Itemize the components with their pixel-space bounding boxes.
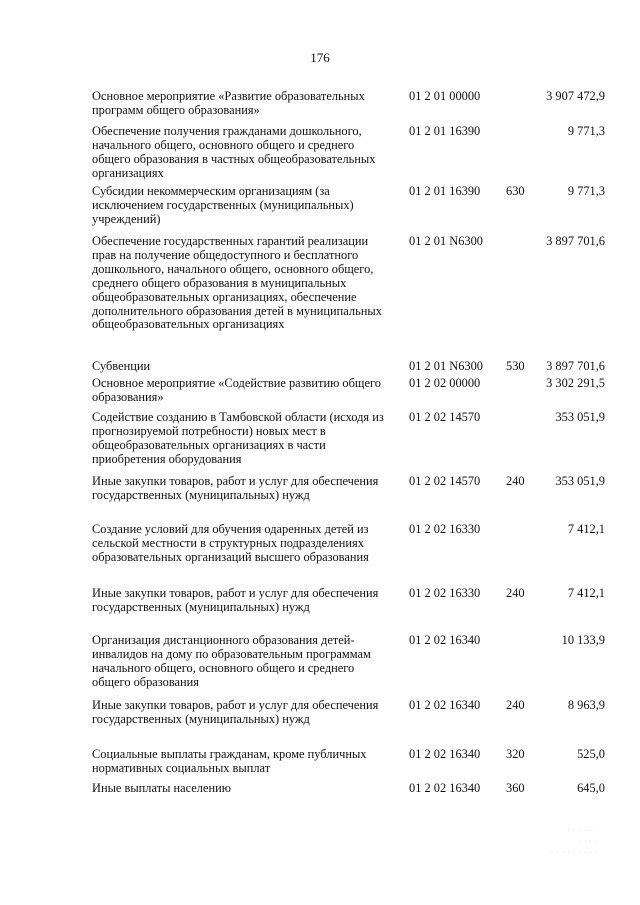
- faint-stamp-mark: · · · · · · · · · · · · · · · · · · ·: [551, 828, 598, 856]
- row-type: 240: [506, 698, 525, 712]
- row-code: 01 2 02 16340: [409, 633, 481, 647]
- row-name: Иные закупки товаров, работ и услуг для обеспечения государственных (муниципальных) нужд: [92, 586, 379, 614]
- row-name: Обеспечение получения гражданами дошкольного, начального общего, основного общего и среднего общего образования в частных общеобразовательных организациях: [92, 124, 376, 180]
- row-code: 01 2 01 16390: [409, 184, 481, 198]
- page-number: 176: [310, 50, 330, 65]
- row-code: 01 2 02 16330: [409, 586, 481, 600]
- row-type: 630: [506, 184, 525, 198]
- row-sum: 525,0: [577, 747, 605, 761]
- row-name: Организация дистанционного образования детей-инвалидов на дому по образовательным программам начального общего, основного общего и среднего общего образования: [92, 633, 371, 689]
- row-name: Обеспечение государственных гарантий реализации прав на получение общедоступного и бесплатного дошкольного, начального общего, основного общего, среднего общего образования в муниципальных общеобразовательных организациях, обеспечение дополнительного образования детей в муниципальных общеобразовательных организациях: [92, 234, 382, 332]
- row-code: 01 2 02 00000: [409, 376, 481, 390]
- row-name: Субсидии некоммерческим организациям (за исключением государственных (муниципальных) учреждений): [92, 184, 354, 226]
- row-code: 01 2 02 16330: [409, 522, 481, 536]
- row-sum: 645,0: [577, 781, 605, 795]
- row-name: Иные закупки товаров, работ и услуг для обеспечения государственных (муниципальных) нужд: [92, 474, 379, 502]
- row-code: 01 2 02 16340: [409, 747, 481, 761]
- row-code: 01 2 01 00000: [409, 89, 481, 103]
- row-sum: 7 412,1: [567, 522, 605, 536]
- row-sum: 9 771,3: [567, 184, 605, 198]
- row-sum: 9 771,3: [567, 124, 605, 138]
- row-code: 01 2 02 16340: [409, 781, 481, 795]
- row-name: Иные выплаты населению: [92, 781, 231, 795]
- row-type: 240: [506, 586, 525, 600]
- row-sum: 10 133,9: [561, 633, 605, 647]
- row-sum: 3 897 701,6: [546, 359, 605, 373]
- row-sum: 353 051,9: [555, 410, 605, 424]
- row-name: Субвенции: [92, 359, 151, 373]
- row-type: 360: [506, 781, 525, 795]
- row-name: Основное мероприятие «Содействие развитию общего образования»: [92, 376, 381, 404]
- row-code: 01 2 01 16390: [409, 124, 481, 138]
- row-code: 01 2 01 N6300: [409, 234, 483, 248]
- row-name: Иные закупки товаров, работ и услуг для обеспечения государственных (муниципальных) нужд: [92, 698, 379, 726]
- row-sum: 3 907 472,9: [546, 89, 605, 103]
- row-sum: 7 412,1: [567, 586, 605, 600]
- row-code: 01 2 02 14570: [409, 410, 481, 424]
- row-name: Создание условий для обучения одаренных детей из сельской местности в структурных подразделениях образовательных организаций высшего образования: [92, 522, 369, 564]
- row-code: 01 2 02 16340: [409, 698, 481, 712]
- row-type: 240: [506, 474, 525, 488]
- row-type: 320: [506, 747, 525, 761]
- row-sum: 3 897 701,6: [546, 234, 605, 248]
- row-name: Социальные выплаты гражданам, кроме публичных нормативных социальных выплат: [92, 747, 367, 775]
- row-sum: 3 302 291,5: [546, 376, 605, 390]
- row-name: Содействие созданию в Тамбовской области (исходя из прогнозируемой потребности) новых мест в общеобразовательных организациях в части приобретения оборудования: [92, 410, 384, 466]
- row-sum: 8 963,9: [567, 698, 605, 712]
- row-type: 530: [506, 359, 525, 373]
- row-code: 01 2 02 14570: [409, 474, 481, 488]
- row-code: 01 2 01 N6300: [409, 359, 483, 373]
- row-sum: 353 051,9: [555, 474, 605, 488]
- row-name: Основное мероприятие «Развитие образовательных программ общего образования»: [92, 89, 365, 117]
